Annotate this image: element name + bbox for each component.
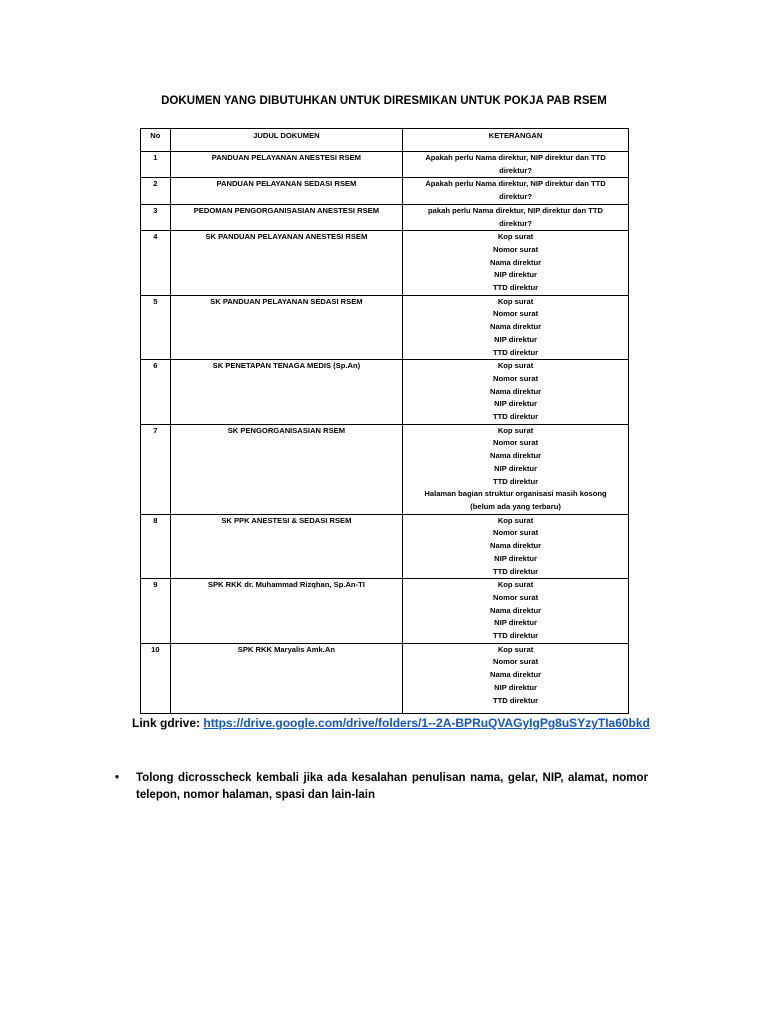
keterangan-line: NIP direktur [494, 553, 537, 563]
cell-judul-dokumen: SK PENGORGANISASIAN RSEM [170, 424, 402, 514]
table-row [141, 295, 629, 360]
cell-keterangan [403, 231, 629, 296]
cell-judul-dokumen: SK PANDUAN PELAYANAN SEDASI RSEM [170, 295, 402, 360]
keterangan-line: TTD direktur [492, 695, 539, 705]
cell-judul-dokumen: SK PENETAPAN TENAGA MEDIS (Sp.An) [170, 360, 402, 425]
keterangan-line: TTD direktur [492, 347, 539, 357]
keterangan-line: NIP direktur [494, 399, 537, 409]
cell-no: 6 [141, 360, 171, 425]
gdrive-link-row [132, 716, 650, 730]
cell-no: 10 [141, 643, 171, 713]
cell-judul-dokumen: PANDUAN PELAYANAN ANESTESI RSEM [170, 152, 402, 178]
keterangan-line: Nomor surat [492, 309, 539, 319]
keterangan-line: Apakah perlu Nama direktur, NIP direktur dan TTD [425, 179, 606, 189]
cell-keterangan [403, 514, 629, 579]
keterangan-line: Nama direktur [490, 670, 542, 680]
keterangan-line: Kop surat [497, 644, 534, 654]
table-row [141, 178, 629, 204]
cell-keterangan [403, 643, 629, 713]
keterangan-line: Nama direktur [490, 541, 542, 551]
table-row [141, 643, 629, 713]
cell-no: 3 [141, 204, 171, 230]
keterangan-line: direktur? [499, 218, 532, 228]
table-body [141, 152, 629, 714]
cell-keterangan [403, 424, 629, 514]
cell-no: 7 [141, 424, 171, 514]
keterangan-line: Nama direktur [490, 322, 542, 332]
cell-no: 2 [141, 178, 171, 204]
gdrive-link[interactable]: https://drive.google.com/drive/folders/1--2A-BPRuQVAGyIgPg8uSYzyTIa60bkd [203, 716, 650, 730]
keterangan-line: Nama direktur [490, 605, 542, 615]
cell-keterangan [403, 295, 629, 360]
keterangan-line: Nomor surat [492, 373, 539, 383]
table-row [141, 514, 629, 579]
keterangan-line: pakah perlu Nama direktur, NIP direktur dan TTD [428, 205, 604, 215]
keterangan-line: Nama direktur [490, 386, 542, 396]
cell-judul-dokumen: SPK RKK Maryalis Amk.An [170, 643, 402, 713]
gdrive-link-label: Link gdrive: [132, 716, 201, 730]
header-keterangan: KETERANGAN [403, 129, 629, 152]
table-row [141, 204, 629, 230]
keterangan-line: Halaman bagian struktur organisasi masih kosong [424, 489, 607, 499]
keterangan-line: Nama direktur [490, 451, 542, 461]
cell-judul-dokumen: SPK RKK dr. Muhammad Rizqhan, Sp.An-TI [170, 579, 402, 644]
table-row [141, 152, 629, 178]
keterangan-line: NIP direktur [494, 463, 537, 473]
header-judul-dokumen: JUDUL DOKUMEN [170, 129, 402, 152]
keterangan-line: NIP direktur [494, 270, 537, 280]
cell-no: 9 [141, 579, 171, 644]
keterangan-line: TTD direktur [492, 412, 539, 422]
bullet-icon: • [115, 772, 120, 784]
cell-no: 1 [141, 152, 171, 178]
keterangan-line: Nama direktur [490, 257, 542, 267]
cell-keterangan [403, 579, 629, 644]
keterangan-line: TTD direktur [492, 476, 539, 486]
cell-no: 5 [141, 295, 171, 360]
keterangan-line: TTD direktur [492, 631, 539, 641]
cell-no: 8 [141, 514, 171, 579]
keterangan-line: Kop surat [497, 361, 534, 371]
keterangan-line: Nomor surat [492, 592, 539, 602]
note-bullet-text: Tolong dicrosscheck kembali jika ada kesalahan penulisan nama, gelar, NIP, alamat, nomor telepon, nomor halaman, spasi dan lain-lain [136, 772, 648, 801]
keterangan-line: Kop surat [497, 232, 534, 242]
cell-keterangan [403, 178, 629, 204]
cell-judul-dokumen: PEDOMAN PENGORGANISASIAN ANESTESI RSEM [170, 204, 402, 230]
keterangan-line: (belum ada yang terbaru) [470, 501, 561, 511]
table-row [141, 424, 629, 514]
cell-no: 4 [141, 231, 171, 296]
cell-keterangan [403, 204, 629, 230]
page-title: DOKUMEN YANG DIBUTUHKAN UNTUK DIRESMIKAN UNTUK POKJA PAB RSEM [161, 95, 607, 107]
table-header-row [141, 129, 629, 152]
cell-keterangan [403, 152, 629, 178]
keterangan-line: direktur? [499, 192, 532, 202]
cell-judul-dokumen: SK PPK ANESTESI & SEDASI RSEM [170, 514, 402, 579]
keterangan-line: Kop surat [497, 296, 534, 306]
note-bullet-list [115, 770, 648, 804]
keterangan-line: Kop surat [497, 425, 534, 435]
documents-table [140, 128, 629, 714]
keterangan-line: NIP direktur [494, 334, 537, 344]
keterangan-line: NIP direktur [494, 618, 537, 628]
table-row [141, 579, 629, 644]
keterangan-line: TTD direktur [492, 283, 539, 293]
header-no: No [141, 129, 171, 152]
cell-keterangan [403, 360, 629, 425]
table-row [141, 360, 629, 425]
keterangan-line: direktur? [499, 165, 532, 175]
keterangan-line: Kop surat [497, 580, 534, 590]
keterangan-line: Nomor surat [492, 244, 539, 254]
cell-judul-dokumen: SK PANDUAN PELAYANAN ANESTESI RSEM [170, 231, 402, 296]
cell-judul-dokumen: PANDUAN PELAYANAN SEDASI RSEM [170, 178, 402, 204]
table-row [141, 231, 629, 296]
keterangan-line: TTD direktur [492, 566, 539, 576]
keterangan-line: NIP direktur [494, 682, 537, 692]
keterangan-line: Apakah perlu Nama direktur, NIP direktur dan TTD [425, 153, 606, 162]
keterangan-line: Nomor surat [492, 528, 539, 538]
keterangan-line: Nomor surat [492, 438, 539, 448]
keterangan-line: Kop surat [497, 515, 534, 525]
keterangan-line: Nomor surat [492, 657, 539, 667]
